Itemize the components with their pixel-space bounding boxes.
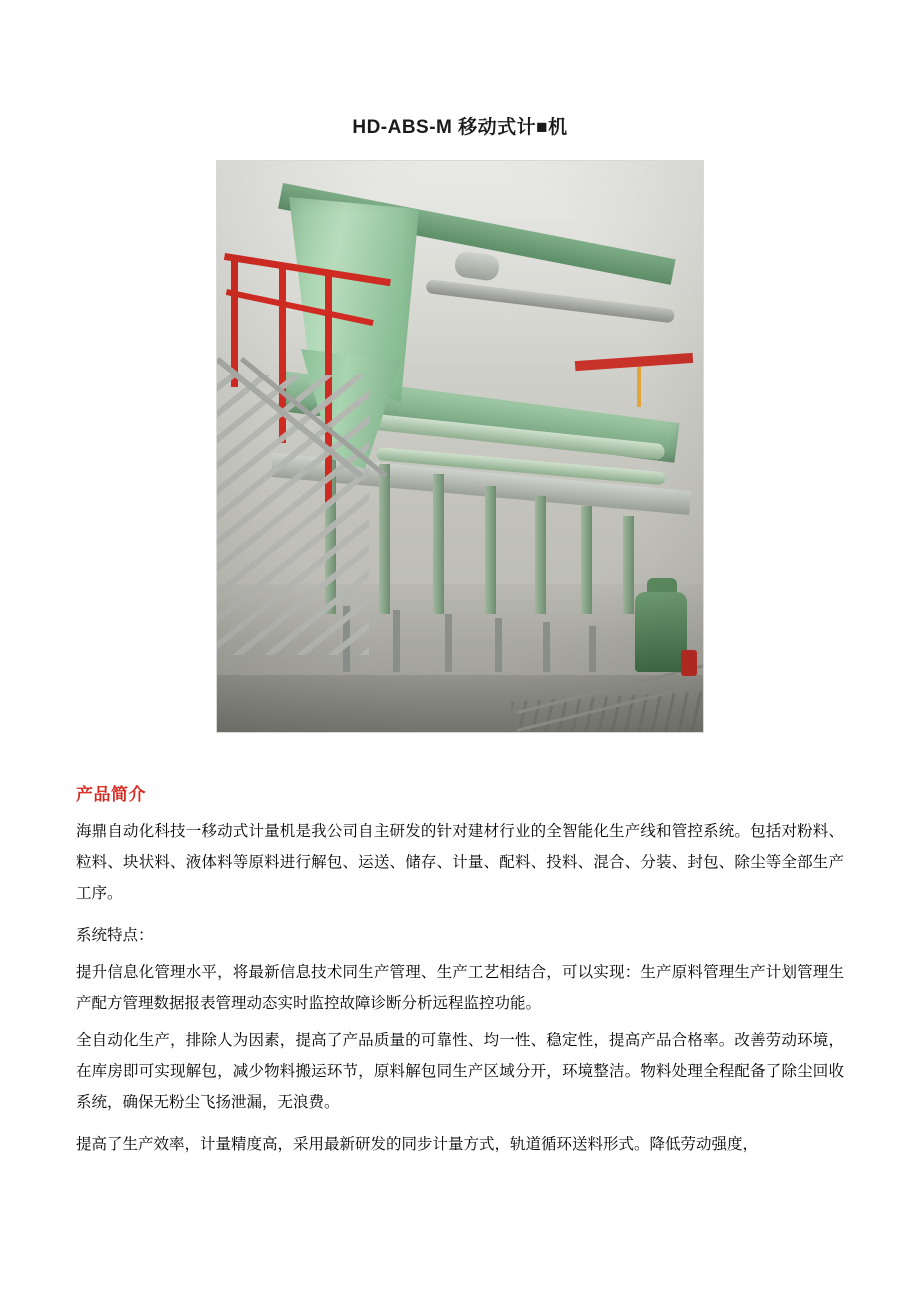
photo-vignette [217,161,703,732]
paragraph-feature-automation: 全自动化生产，排除人为因素，提高了产品质量的可靠性、均一性、稳定性，提高产品合格率。改善劳动环境，在库房即可实现解包，减少物料搬运环节，原料解包同生产区域分开，环境整洁。物料处理全程配备了除尘回收系统，确保无粉尘飞扬泄漏，无浪费。 [76,1032,844,1111]
product-photo [216,160,704,733]
figure-container [76,160,844,738]
page-title: HD-ABS-M 移动式计■机 [352,117,568,138]
section-heading-product-intro: 产品简介 [76,785,146,804]
paragraph-intro: 海鼎自动化科技一移动式计量机是我公司自主研发的针对建材行业的全智能化生产线和管控系统。包括对粉料、粒料、块状料、液体料等原料进行解包、运送、储存、计量、配料、投料、混合、分装、封包、除尘等全部生产工序。 [76,823,844,902]
paragraph-feature-informatization: 提升信息化管理水平，将最新信息技术同生产管理、生产工艺相结合，可以实现：生产原料管理生产计划管理生产配方管理数据报表管理动态实时监控故障诊断分析远程监控功能。 [76,964,844,1012]
paragraph-feature-efficiency: 提高了生产效率，计量精度高，采用最新研发的同步计量方式，轨道循环送料形式。降低劳动强度， [76,1136,759,1153]
document-content [76,0,844,1160]
paragraph-system-features-label: 系统特点： [76,927,154,944]
